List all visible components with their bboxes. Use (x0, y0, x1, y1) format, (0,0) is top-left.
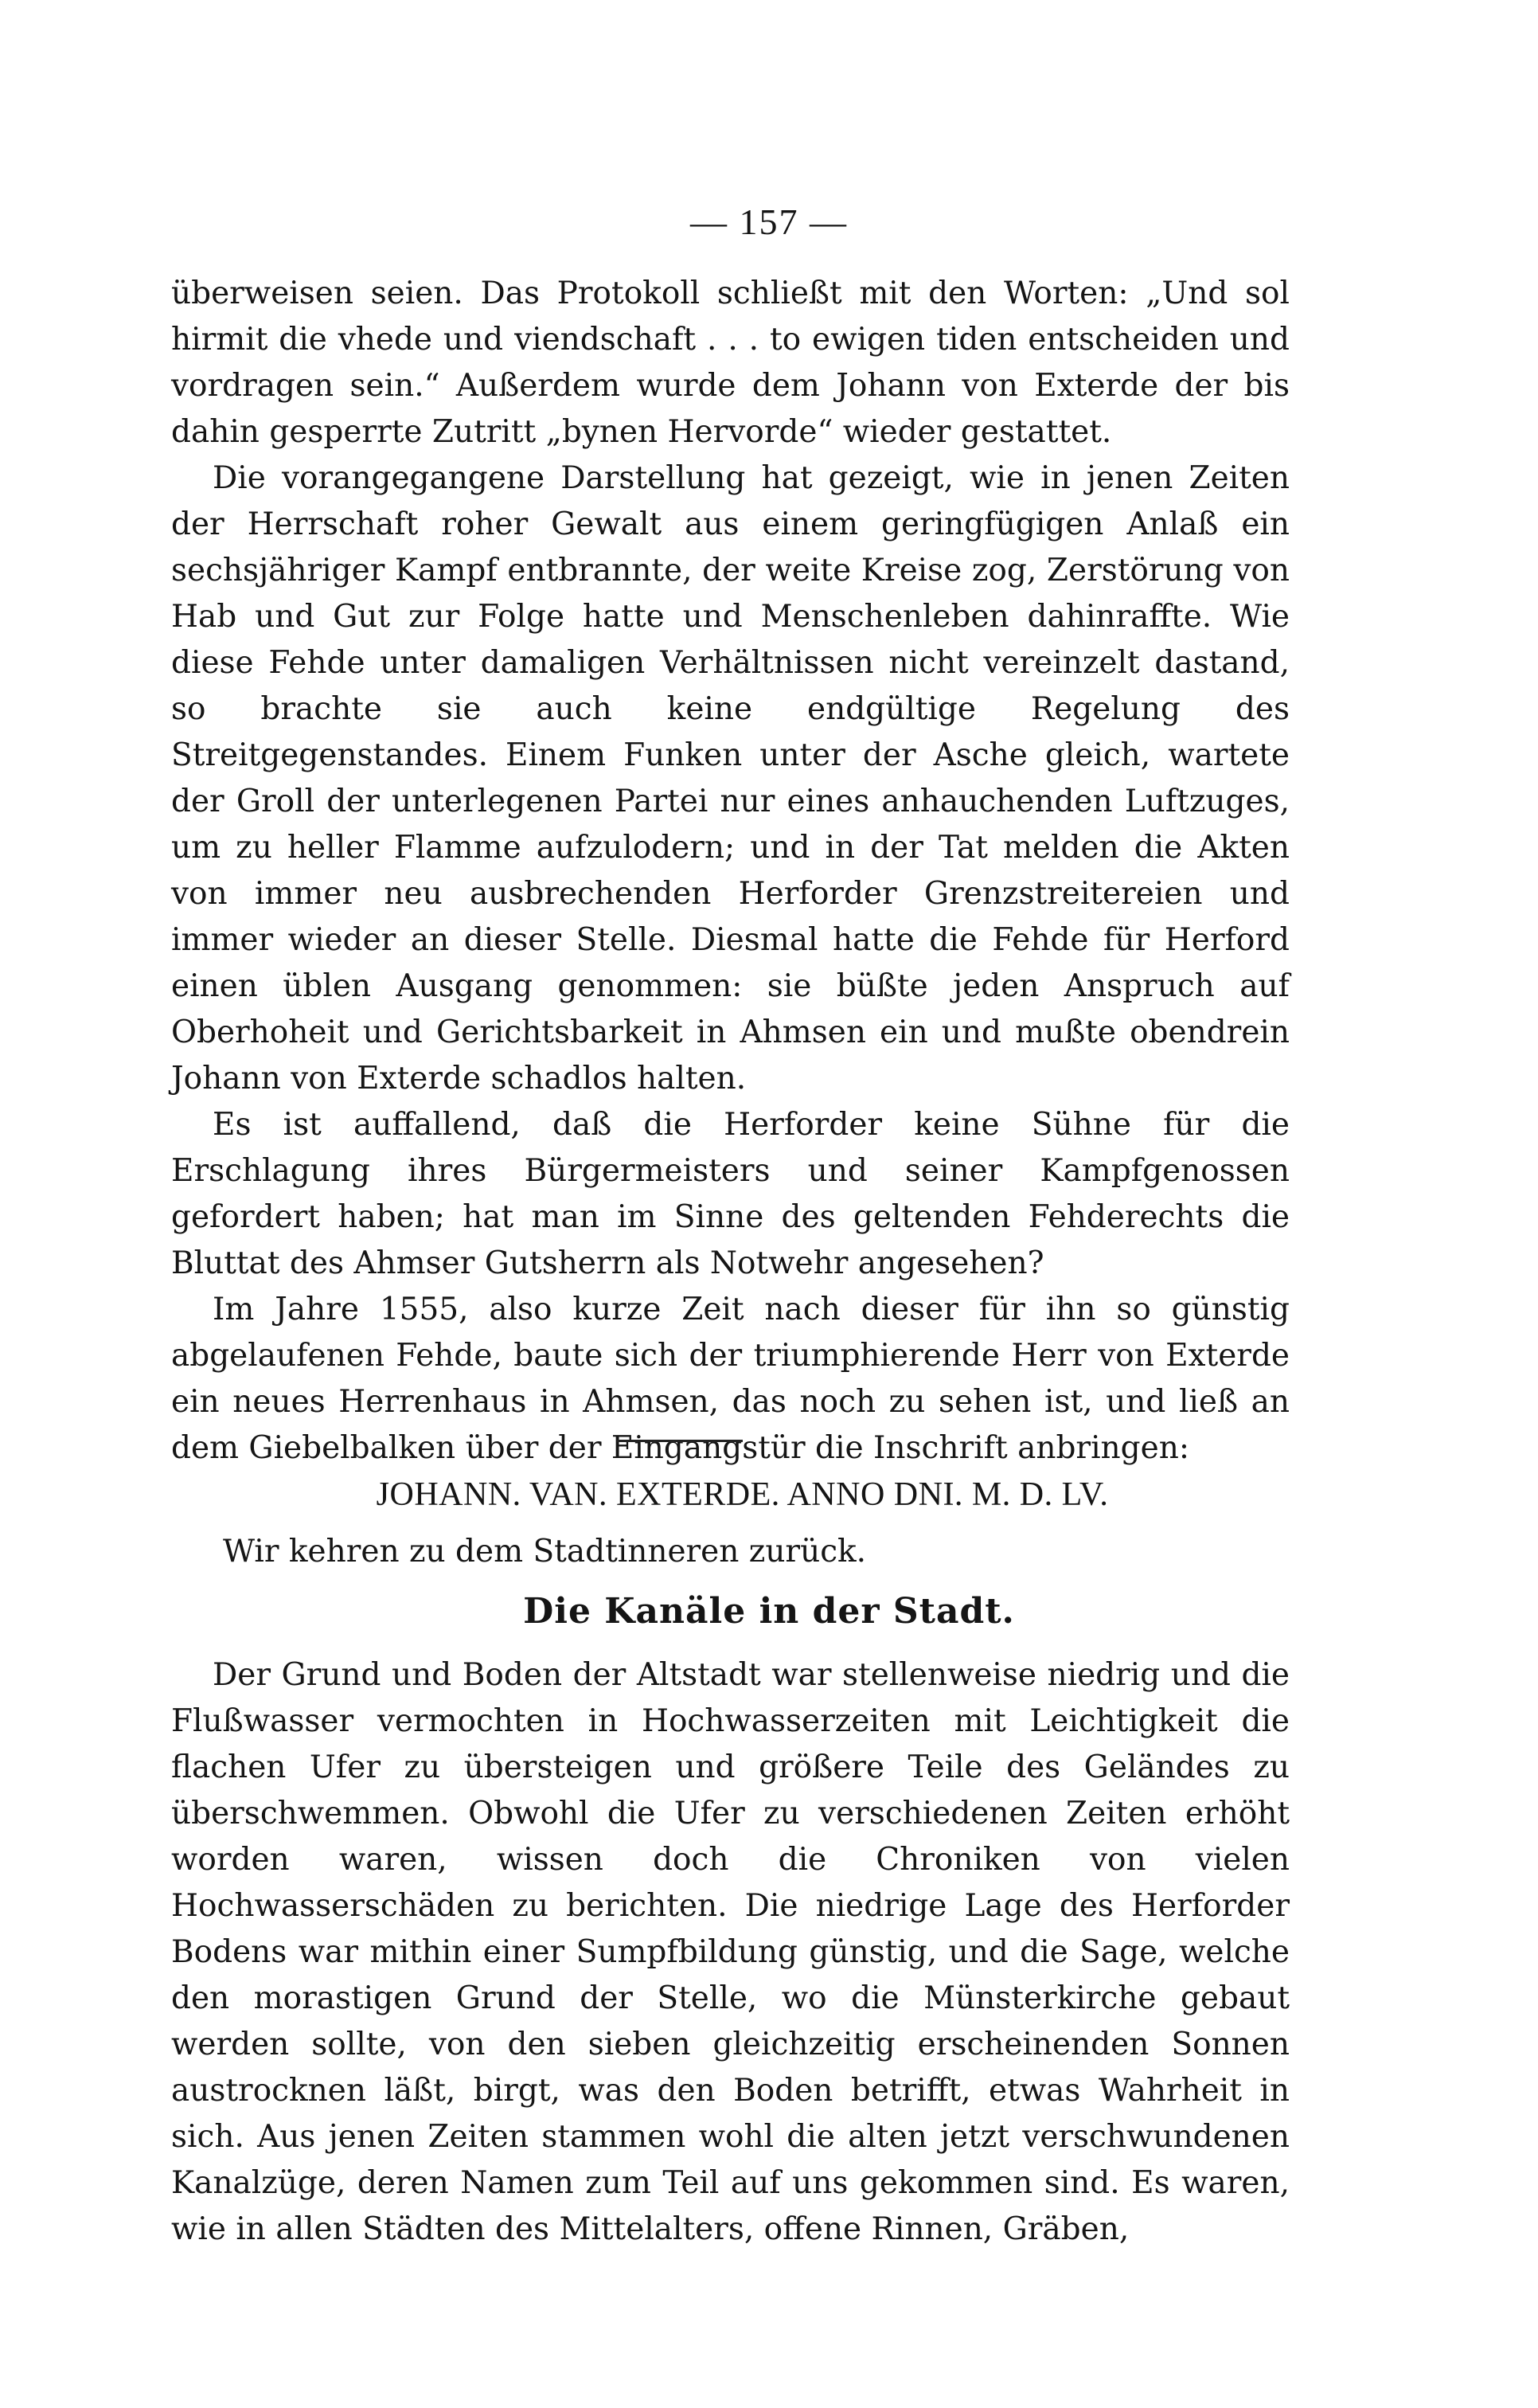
paragraph-herrenhaus: Im Jahre 1555, also kurze Zeit nach dieser für ihn so günstig abgelaufenen Fehde, baute sich der triumphierende Herr von Exterde ein neues Herrenhaus in Ahmsen, das noch zu sehen ist, und ließ an dem Giebelbalken über der Eingangstür die Inschrift anbringen: (171, 1292, 1290, 1466)
inscription: JOHANN. VAN. EXTERDE. ANNO DNI. M. D. LV. (376, 1476, 1109, 1513)
page-number: — 157 — (690, 201, 848, 242)
section-title: Die Kanäle in der Stadt. (523, 1591, 1015, 1632)
paragraph-kanaele: Der Grund und Boden der Altstadt war stellenweise niedrig und die Flußwasser vermochten in Hochwasserzeiten mit Leichtigkeit die flachen Ufer zu übersteigen und größere Teile des Geländes zu überschwemmen. Obwohl die Ufer zu verschiedenen Zeiten erhöht worden waren, wissen doch die Chroniken von vielen Hochwasserschäden zu berichten. Die niedrige Lage des Herforder Bodens war mithin einer Sumpfbildung günstig, und die Sage, welche den morastigen Grund der Stelle, wo die Münsterkirche gebaut werden sollte, von den sieben gleichzeitig erscheinenden Sonnen austrocknen läßt, birgt, was den Boden betrifft, etwas Wahrheit in sich. Aus jenen Zeiten stammen wohl die alten jetzt verschwundenen Kanalzüge, deren Namen zum Teil auf uns gekommen sind. Es waren, wie in allen Städten des Mittelalters, offene Rinnen, Gräben, (171, 1657, 1290, 2247)
transition-line: Wir kehren zu dem Stadtinneren zurück. (223, 1534, 867, 1570)
main-text-upper (171, 271, 1290, 1518)
paragraph-fehde-summary: Die vorangegangene Darstellung hat gezeigt, wie in jenen Zeiten der Herrschaft roher Gewalt aus einem geringfügigen Anlaß ein sechsjähriger Kampf entbrannte, der weite Kreise zog, Zerstörung von Hab und Gut zur Folge hatte und Menschenleben dahinraffte. Wie diese Fehde unter damaligen Verhältnissen nicht vereinzelt dastand, so brachte sie auch keine endgültige Regelung des Streitgegenstandes. Einem Funken unter der Asche gleich, wartete der Groll der unterlegenen Partei nur eines anhauchenden Luftzuges, um zu heller Flamme aufzulodern; und in der Tat melden die Akten von immer neu ausbrechenden Herforder Grenzstreitereien und immer wieder an dieser Stelle. Diesmal hatte die Fehde für Herford einen üblen Ausgang genommen: sie büßte jeden Anspruch auf Oberhoheit und Gerichtsbarkeit in Ahmsen ein und mußte obendrein Johann von Exterde schadlos halten. (171, 460, 1290, 1096)
paragraph-protocol: überweisen seien. Das Protokoll schließt mit den Worten: „Und sol hirmit die vhede und viendschaft . . . to ewigen tiden entscheiden und vordragen sein.“ Außerdem wurde dem Johann von Exterde der bis dahin gesperrte Zutritt „bynen Hervorde“ wieder gestattet. (171, 276, 1290, 450)
main-text-lower (171, 1652, 1290, 2253)
paragraph-suehne: Es ist auffallend, daß die Herforder keine Sühne für die Erschlagung ihres Bürgermeisters und seiner Kampfgenossen gefordert haben; hat man im Sinne des geltenden Fehderechts die Bluttat des Ahmser Gutsherrn als Notwehr angesehen? (171, 1107, 1290, 1281)
section-divider (617, 1440, 743, 1442)
